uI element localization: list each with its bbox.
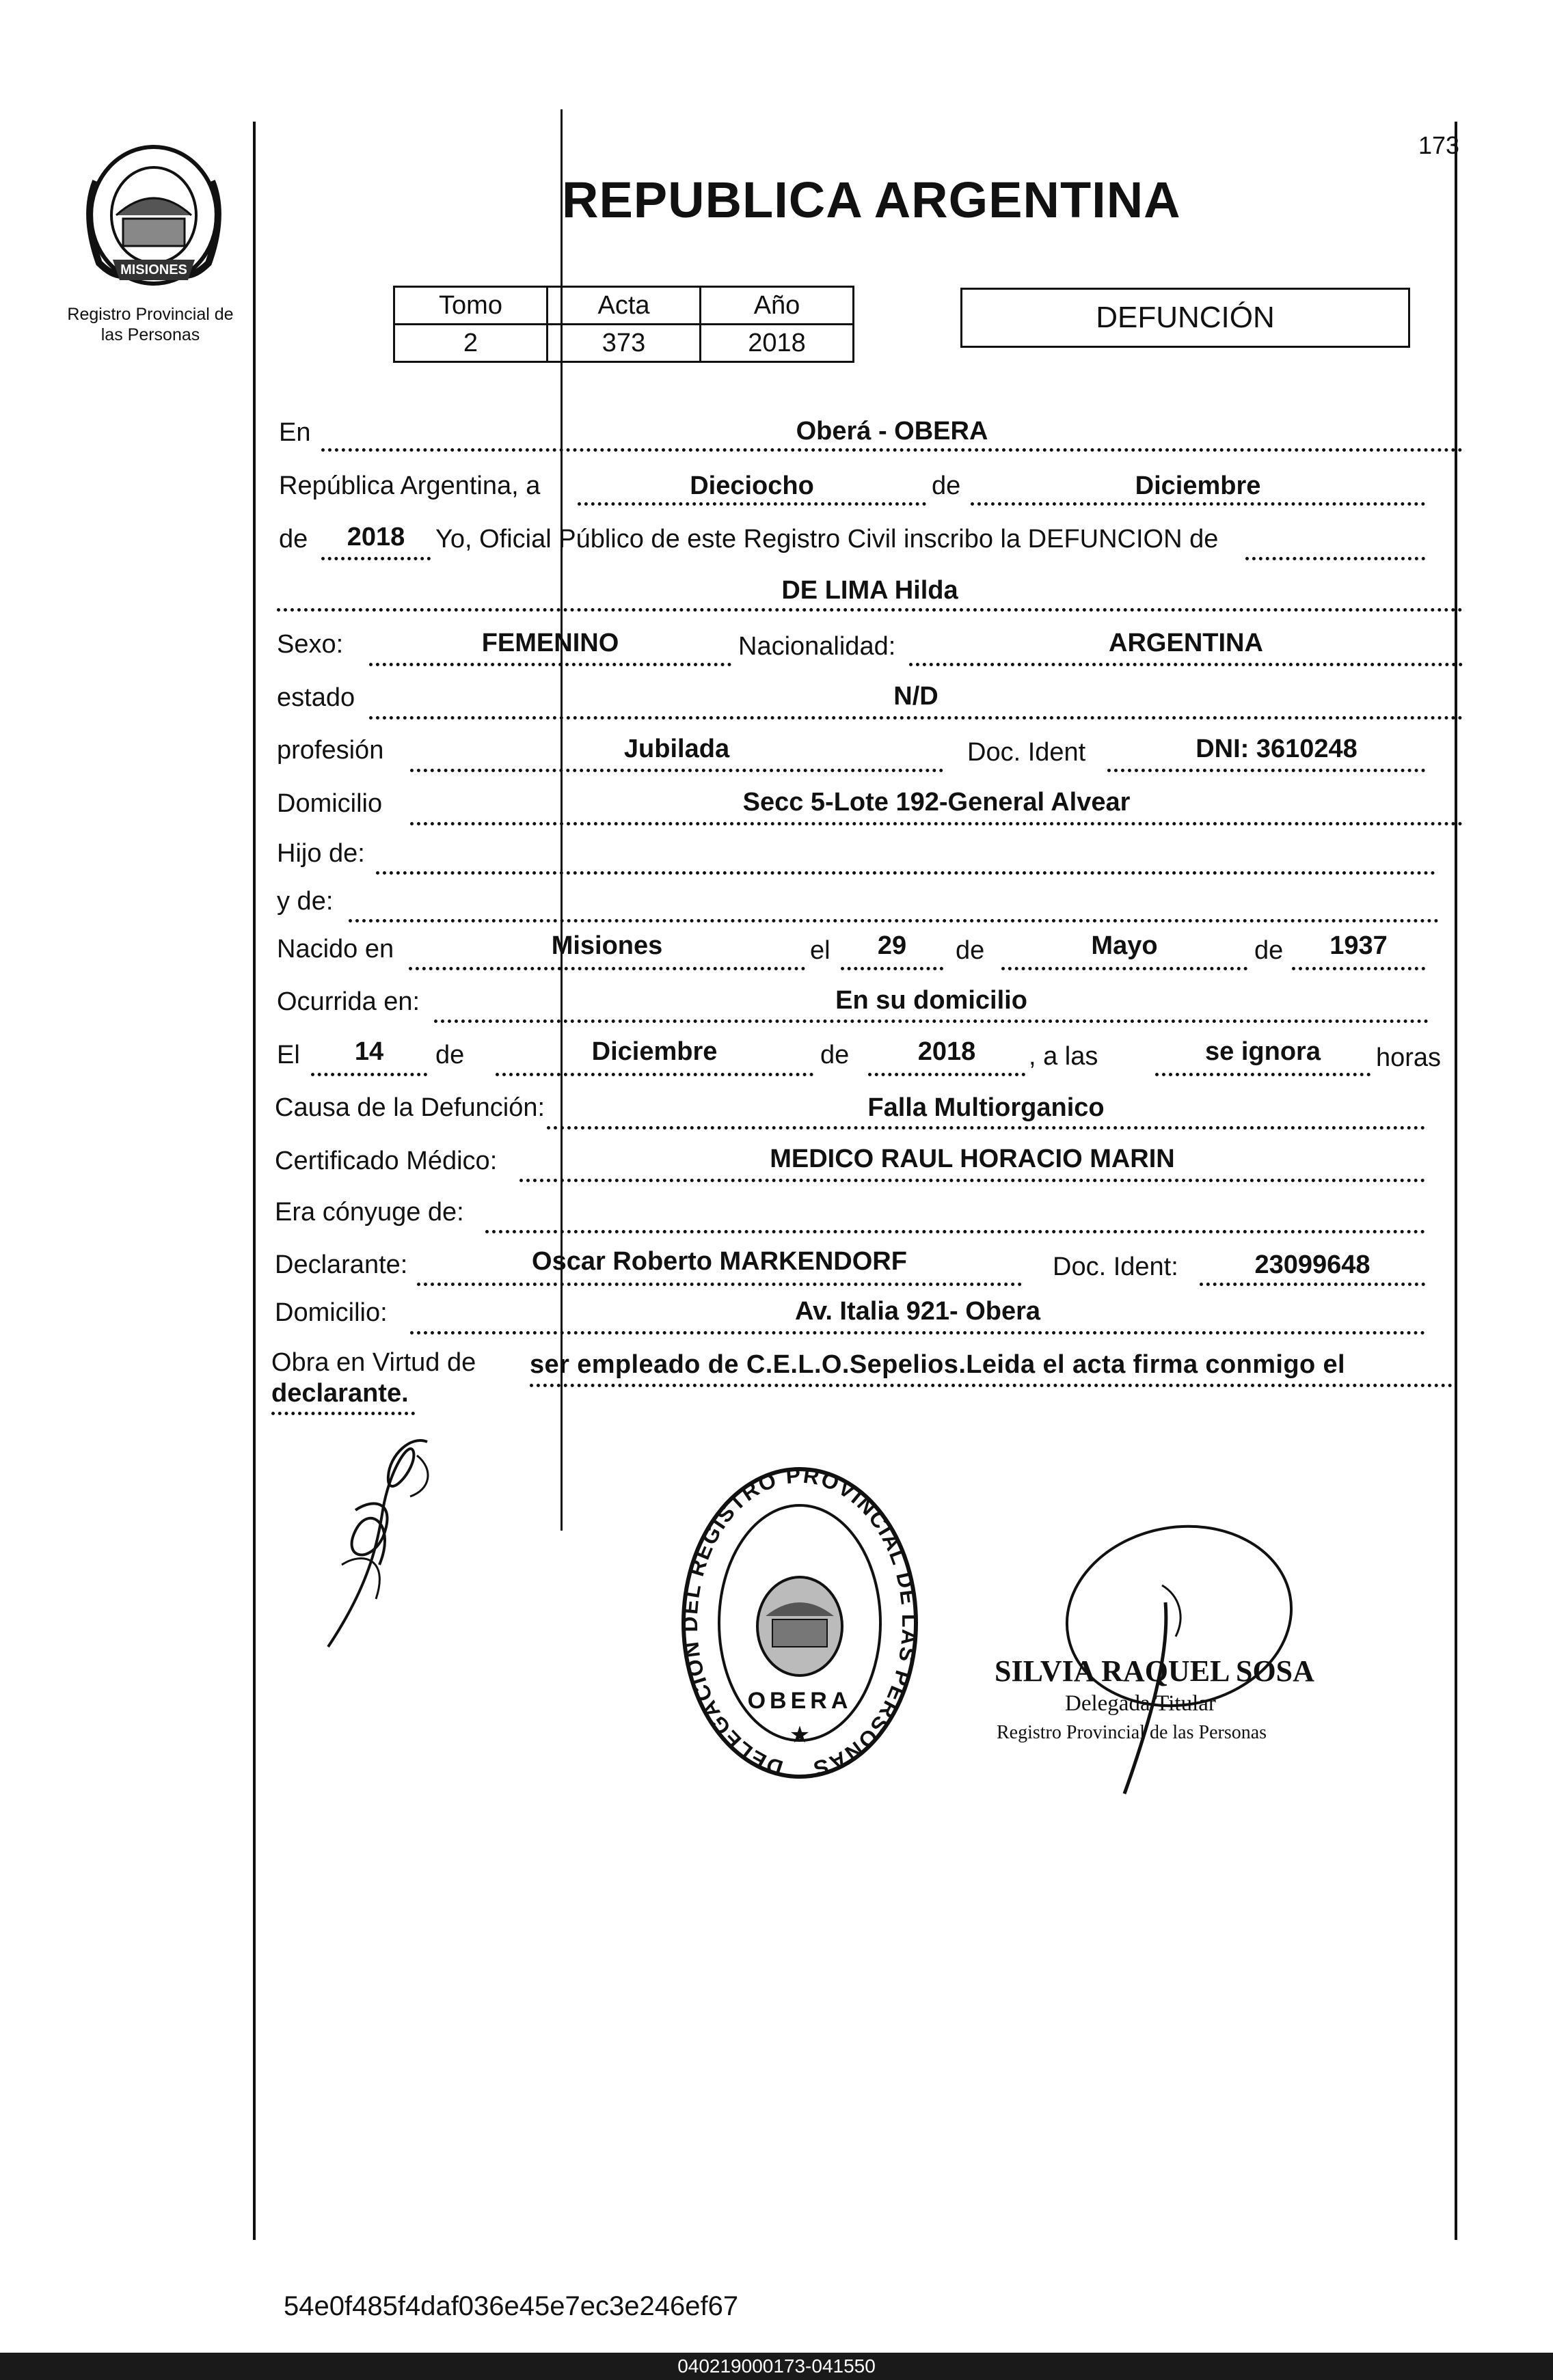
nacionalidad-line bbox=[909, 663, 1463, 666]
month-line bbox=[971, 502, 1425, 506]
doc-ident-value: DNI: 3610248 bbox=[1196, 735, 1358, 763]
ocurrida-label: Ocurrida en: bbox=[277, 987, 420, 1016]
conyuge-label: Era cónyuge de: bbox=[275, 1198, 464, 1227]
el-label: el bbox=[810, 936, 830, 965]
place-value: Oberá - OBERA bbox=[796, 417, 988, 446]
nacionalidad-label: Nacionalidad: bbox=[738, 632, 896, 661]
def-anio-value: 2018 bbox=[917, 1037, 976, 1066]
document-type: DEFUNCIÓN bbox=[1096, 301, 1275, 334]
declarante-label: Declarante: bbox=[275, 1250, 408, 1279]
de-label-1: de bbox=[932, 471, 961, 500]
registry-value-row bbox=[394, 325, 854, 362]
sexo-value: FEMENINO bbox=[481, 629, 619, 657]
org-label-line2: las Personas bbox=[100, 325, 200, 344]
registry-table bbox=[393, 286, 854, 363]
signer-name: SILVIA RAQUEL SOSA bbox=[995, 1654, 1314, 1688]
causa-label: Causa de la Defunción: bbox=[275, 1093, 545, 1122]
left-margin-line bbox=[253, 122, 256, 2240]
doc-ident2-label: Doc. Ident: bbox=[1053, 1253, 1178, 1281]
nacido-label: Nacido en bbox=[277, 935, 394, 963]
nacido-dia-value: 29 bbox=[877, 931, 907, 960]
estado-value: N/D bbox=[893, 682, 938, 711]
yde-label: y de: bbox=[277, 887, 334, 916]
day-line bbox=[578, 502, 926, 506]
footer-bar bbox=[0, 2353, 1553, 2380]
en-label: En bbox=[279, 418, 311, 447]
yde-line bbox=[349, 919, 1439, 922]
nacionalidad-value: ARGENTINA bbox=[1109, 629, 1263, 657]
nacido-anio-value: 1937 bbox=[1329, 931, 1388, 960]
profesion-label: profesión bbox=[277, 736, 384, 765]
certificado-value: MEDICO RAUL HORACIO MARIN bbox=[770, 1145, 1175, 1173]
horas-label: horas bbox=[1376, 1043, 1442, 1072]
domicilio-value: Secc 5-Lote 192-General Alvear bbox=[742, 788, 1131, 817]
deceased-name: DE LIMA Hilda bbox=[781, 576, 958, 605]
sexo-label: Sexo: bbox=[277, 630, 344, 659]
declarante-value: Oscar Roberto MARKENDORF bbox=[532, 1247, 907, 1276]
inscribe-line bbox=[1245, 557, 1425, 560]
obra-label: Obra en Virtud de bbox=[271, 1348, 476, 1377]
de-label-6: de bbox=[820, 1041, 850, 1069]
page-number: 173 bbox=[1418, 131, 1460, 159]
signer-role: Delegada Titular bbox=[1065, 1691, 1216, 1716]
doc-ident-line bbox=[1107, 769, 1425, 772]
alas-label: , a las bbox=[1029, 1042, 1098, 1071]
domicilio2-label: Domicilio: bbox=[275, 1298, 388, 1327]
de-label-3: de bbox=[956, 936, 985, 965]
certificado-label: Certificado Médico: bbox=[275, 1147, 498, 1175]
hijo-label: Hijo de: bbox=[277, 839, 365, 868]
sexo-line bbox=[369, 663, 731, 666]
nacido-dia-line bbox=[841, 967, 943, 970]
registry-header-tomo: Tomo bbox=[394, 287, 548, 325]
document-hash: 54e0f485f4daf036e45e7ec3e246ef67 bbox=[284, 2291, 739, 2321]
def-mes-value: Diciembre bbox=[591, 1037, 718, 1066]
de-label-5: de bbox=[435, 1041, 465, 1069]
def-mes-line bbox=[496, 1073, 813, 1076]
place-line bbox=[321, 448, 1463, 452]
def-dia-value: 14 bbox=[354, 1037, 384, 1066]
nacido-anio-line bbox=[1292, 967, 1425, 970]
day-words-value: Dieciocho bbox=[690, 471, 814, 500]
nacido-mes-line bbox=[1001, 967, 1247, 970]
obra-line-2 bbox=[271, 1412, 415, 1415]
estado-label: estado bbox=[277, 683, 355, 712]
declarante-line bbox=[417, 1283, 1022, 1286]
causa-line bbox=[547, 1126, 1425, 1130]
republica-label: República Argentina, a bbox=[279, 471, 541, 500]
de-label-2: de bbox=[279, 525, 308, 553]
page-title: REPUBLICA ARGENTINA bbox=[562, 172, 1181, 228]
ocurrida-value: En su domicilio bbox=[835, 986, 1027, 1015]
obra-text: ser empleado de C.E.L.O.Sepelios.Leida el acta firma conmigo el bbox=[530, 1350, 1346, 1379]
doc-ident-label: Doc. Ident bbox=[967, 738, 1086, 767]
profesion-value: Jubilada bbox=[623, 735, 730, 763]
conyuge-line bbox=[485, 1230, 1425, 1233]
delegation-stamp bbox=[677, 1466, 923, 1790]
document-type-box bbox=[960, 288, 1410, 348]
domicilio-label: Domicilio bbox=[277, 789, 383, 818]
signer-org: Registro Provincial de las Personas bbox=[997, 1722, 1267, 1743]
def-hora-value: se ignora bbox=[1205, 1037, 1321, 1066]
stamp-ring-text: DELEGACION DEL REGISTRO PROVINCIAL DE LAS PERSONAS bbox=[677, 1466, 923, 1782]
seal-text: MISIONES bbox=[120, 262, 187, 277]
def-hora-line bbox=[1155, 1073, 1370, 1076]
def-anio-line bbox=[868, 1073, 1025, 1076]
doc-ident2-line bbox=[1200, 1283, 1425, 1286]
domicilio2-line bbox=[410, 1331, 1425, 1335]
stamp-city: OBERA bbox=[747, 1688, 852, 1714]
deceased-line bbox=[277, 608, 1463, 612]
ocurrida-line bbox=[434, 1020, 1429, 1023]
de-label-4: de bbox=[1254, 936, 1284, 965]
declarant-signature bbox=[314, 1428, 465, 1657]
registry-value-tomo: 2 bbox=[394, 325, 548, 362]
inscribe-text: Yo, Oficial Público de este Registro Civil inscribo la DEFUNCION de bbox=[435, 525, 1219, 553]
nacido-lugar-value: Misiones bbox=[551, 931, 663, 960]
causa-value: Falla Multiorganico bbox=[867, 1093, 1105, 1122]
year-line bbox=[321, 557, 431, 560]
el2-label: El bbox=[277, 1041, 300, 1069]
profesion-line bbox=[410, 769, 943, 772]
registry-header-anio: Año bbox=[701, 287, 854, 325]
hijo-line bbox=[376, 871, 1435, 875]
footer-code: 040219000173-041550 bbox=[677, 2355, 876, 2377]
domicilio-line bbox=[410, 822, 1463, 825]
domicilio2-value: Av. Italia 921- Obera bbox=[794, 1297, 1041, 1326]
registry-value-acta: 373 bbox=[548, 325, 701, 362]
nacido-mes-value: Mayo bbox=[1091, 931, 1158, 960]
org-label bbox=[48, 304, 253, 345]
nacido-lugar-line bbox=[409, 967, 805, 970]
year-value: 2018 bbox=[347, 523, 405, 551]
month-value: Diciembre bbox=[1135, 471, 1261, 500]
registry-header-row bbox=[394, 287, 854, 325]
obra-text2: declarante. bbox=[271, 1379, 409, 1408]
estado-line bbox=[369, 716, 1463, 720]
org-label-line1: Registro Provincial de bbox=[67, 305, 234, 324]
star-icon: ★ bbox=[789, 1722, 811, 1748]
registry-header-acta: Acta bbox=[548, 287, 701, 325]
doc-ident2-value: 23099648 bbox=[1254, 1250, 1370, 1279]
obra-line bbox=[530, 1384, 1453, 1387]
def-dia-line bbox=[311, 1073, 427, 1076]
province-seal-logo bbox=[75, 133, 232, 290]
certificado-line bbox=[519, 1179, 1425, 1182]
registry-value-anio: 2018 bbox=[701, 325, 854, 362]
